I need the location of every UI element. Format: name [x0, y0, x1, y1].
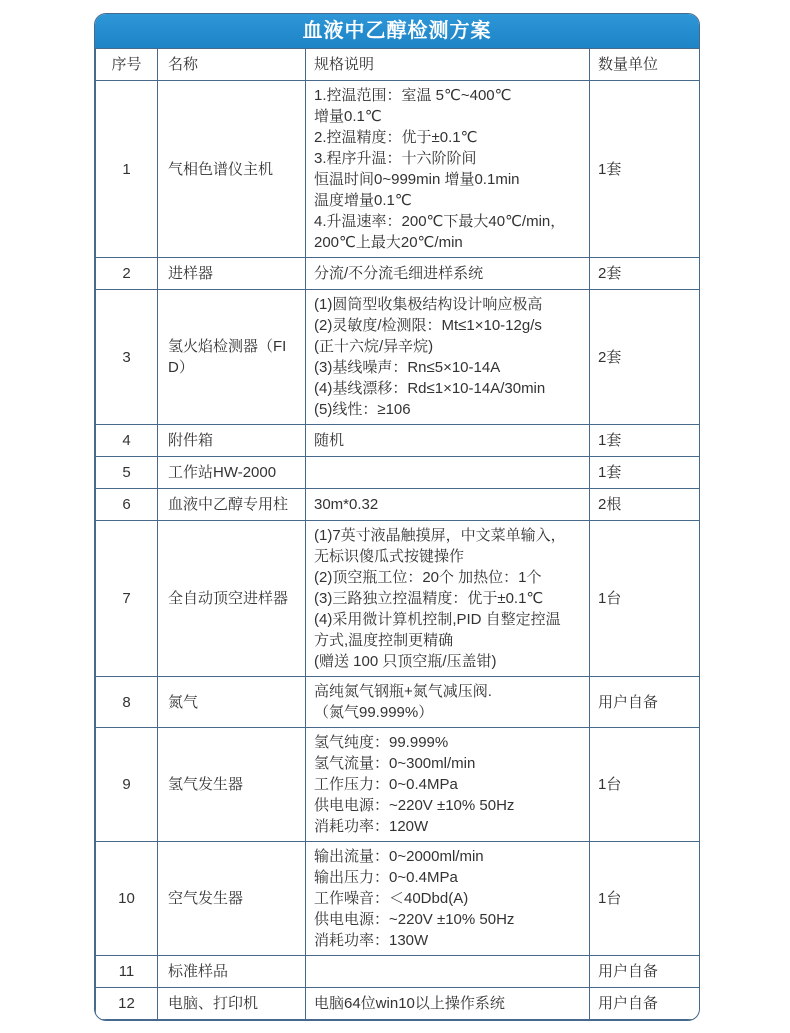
table-row	[96, 842, 700, 956]
table-row	[96, 728, 700, 842]
spec-cell	[306, 81, 590, 258]
spec-line: 增量0.1℃	[314, 108, 382, 125]
column-header-name: 名称	[158, 49, 306, 81]
item-name-cell: 气相色谱仪主机	[158, 81, 306, 258]
spec-line: 消耗功率：130W	[314, 932, 429, 949]
spec-line: 供电电源：~220V ±10% 50Hz	[314, 911, 515, 928]
table-header	[96, 49, 700, 81]
item-name-cell: 氢火焰检测器（FID）	[158, 290, 306, 425]
table-row	[96, 489, 700, 521]
row-number-cell: 3	[96, 290, 158, 425]
spec-line: (1)7英寸液晶触摸屏，中文菜单输入，	[314, 527, 566, 544]
table-body	[96, 81, 700, 1020]
item-name-cell: 血液中乙醇专用柱	[158, 489, 306, 521]
table-row	[96, 956, 700, 988]
quantity-cell: 1台	[590, 842, 700, 956]
spec-line: 输出压力：0~0.4MPa	[314, 869, 458, 886]
spec-line: 氢气流量：0~300ml/min	[314, 755, 476, 772]
spec-cell	[306, 489, 590, 521]
column-header-spec: 规格说明	[306, 49, 590, 81]
spec-line: 分流/不分流毛细进样系统	[314, 265, 484, 282]
column-header-qty: 数量单位	[590, 49, 700, 81]
header-row	[96, 49, 700, 81]
spec-line: (4)基线漂移：Rd≤1×10-14A/30min	[314, 380, 546, 397]
spec-line: （氮气99.999%）	[314, 704, 434, 721]
item-name-cell: 氮气	[158, 677, 306, 728]
quantity-cell: 1套	[590, 457, 700, 489]
spec-line: 4.升温速率：200℃下最大40℃/min，	[314, 213, 566, 230]
spec-table	[95, 48, 700, 1020]
spec-line: (2)灵敏度/检测限：Mt≤1×10-12g/s	[314, 317, 542, 334]
spec-cell	[306, 842, 590, 956]
spec-cell	[306, 521, 590, 677]
spec-cell	[306, 677, 590, 728]
spec-line: 氢气纯度：99.999%	[314, 734, 449, 751]
row-number-cell: 5	[96, 457, 158, 489]
row-number-cell: 8	[96, 677, 158, 728]
spec-cell	[306, 425, 590, 457]
quantity-cell: 用户自备	[590, 956, 700, 988]
spec-line: 200℃上最大20℃/min	[314, 234, 463, 251]
row-number-cell: 12	[96, 988, 158, 1020]
spec-line: (3)三路独立控温精度：优于±0.1℃	[314, 590, 544, 607]
item-name-cell: 氢气发生器	[158, 728, 306, 842]
spec-line: (2)顶空瓶工位：20个 加热位：1个	[314, 569, 542, 586]
spec-line: (1)圆筒型收集极结构设计响应极高	[314, 296, 543, 313]
column-header-no: 序号	[96, 49, 158, 81]
row-number-cell: 4	[96, 425, 158, 457]
spec-cell	[306, 258, 590, 290]
item-name-cell: 空气发生器	[158, 842, 306, 956]
spec-cell	[306, 457, 590, 489]
item-name-cell: 附件箱	[158, 425, 306, 457]
quantity-cell: 1台	[590, 728, 700, 842]
spec-line: 3.程序升温：十六阶阶间	[314, 150, 477, 167]
spec-line: (4)采用微计算机控制,PID 自整定控温	[314, 611, 561, 628]
quantity-cell: 2套	[590, 290, 700, 425]
quantity-cell: 2套	[590, 258, 700, 290]
table-row	[96, 521, 700, 677]
spec-line: 输出流量：0~2000ml/min	[314, 848, 484, 865]
spec-line: (赠送 100 只顶空瓶/压盖钳)	[314, 653, 497, 670]
item-name-cell: 全自动顶空进样器	[158, 521, 306, 677]
spec-line: 工作压力：0~0.4MPa	[314, 776, 458, 793]
spec-line: 无标识傻瓜式按键操作	[314, 548, 465, 565]
table-row	[96, 81, 700, 258]
spec-line: 1.控温范围：室温 5℃~400℃	[314, 87, 512, 104]
item-name-cell: 标准样品	[158, 956, 306, 988]
row-number-cell: 2	[96, 258, 158, 290]
table-row	[96, 677, 700, 728]
spec-cell	[306, 988, 590, 1020]
row-number-cell: 7	[96, 521, 158, 677]
item-name-cell: 工作站HW-2000	[158, 457, 306, 489]
spec-line: 消耗功率：120W	[314, 818, 429, 835]
spec-line: 恒温时间0~999min 增量0.1min	[314, 171, 520, 188]
spec-cell	[306, 956, 590, 988]
spec-cell	[306, 290, 590, 425]
spec-line: 随机	[314, 432, 345, 449]
spec-line: (5)线性：≥106	[314, 401, 411, 418]
spec-line: 电脑64位win10以上操作系统	[314, 995, 505, 1012]
spec-line: 温度增量0.1℃	[314, 192, 412, 209]
quantity-cell: 用户自备	[590, 677, 700, 728]
table-row	[96, 290, 700, 425]
row-number-cell: 9	[96, 728, 158, 842]
spec-line: 2.控温精度：优于±0.1℃	[314, 129, 478, 146]
table-row	[96, 457, 700, 489]
spec-line: 方式,温度控制更精确	[314, 632, 454, 649]
item-name-cell: 进样器	[158, 258, 306, 290]
quantity-cell: 1套	[590, 425, 700, 457]
spec-line: (3)基线噪声：Rn≤5×10-14A	[314, 359, 501, 376]
row-number-cell: 1	[96, 81, 158, 258]
row-number-cell: 6	[96, 489, 158, 521]
spec-line: 高纯氮气钢瓶+氮气减压阀.	[314, 683, 492, 700]
spec-table-card	[94, 13, 700, 1021]
table-row	[96, 425, 700, 457]
quantity-cell: 2根	[590, 489, 700, 521]
table-row	[96, 988, 700, 1020]
spec-cell	[306, 728, 590, 842]
row-number-cell: 11	[96, 956, 158, 988]
spec-line: 供电电源：~220V ±10% 50Hz	[314, 797, 515, 814]
spec-line: (正十六烷/异辛烷)	[314, 338, 434, 355]
item-name-cell: 电脑、打印机	[158, 988, 306, 1020]
spec-line: 30m*0.32	[314, 496, 379, 513]
quantity-cell: 用户自备	[590, 988, 700, 1020]
quantity-cell: 1台	[590, 521, 700, 677]
row-number-cell: 10	[96, 842, 158, 956]
quantity-cell: 1套	[590, 81, 700, 258]
table-title: 血液中乙醇检测方案	[95, 14, 699, 48]
spec-line: 工作噪音：＜40Dbd(A)	[314, 890, 469, 907]
table-row	[96, 258, 700, 290]
